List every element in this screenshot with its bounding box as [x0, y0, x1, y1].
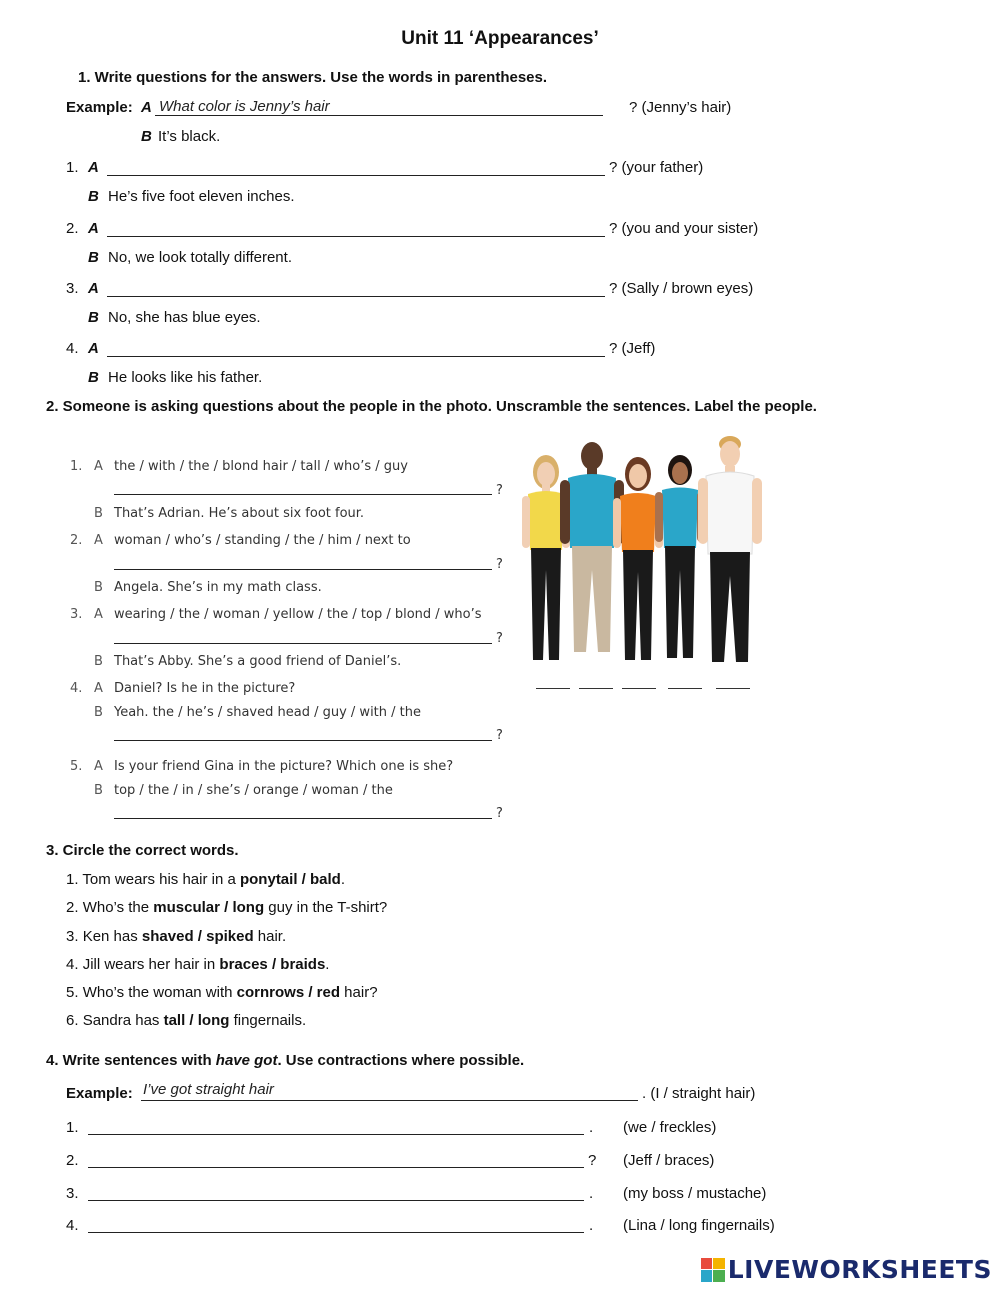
s3-post: . [325, 956, 330, 973]
page-title: Unit 11 ‘Appearances’ [401, 28, 599, 49]
s2-qmark: ? [496, 728, 503, 743]
example-label: Example: [66, 99, 133, 116]
s1-b-label: B [88, 369, 99, 386]
s4-num: 4. [66, 1217, 79, 1234]
s4-end: . [589, 1185, 594, 1202]
s2-scramble: woman / who’s / standing / the / him / next to [114, 533, 411, 548]
s2-answer-input-4[interactable] [114, 724, 492, 741]
s4-answer-input-2[interactable] [88, 1150, 584, 1168]
s1-hint: ? (you and your sister) [609, 220, 759, 237]
s2-num: 4. [70, 681, 83, 696]
s3-item-5 [66, 984, 378, 1001]
s4-example-line [141, 1100, 638, 1101]
s4-num: 2. [66, 1152, 79, 1169]
answer-line [107, 236, 605, 237]
answer-line [88, 1167, 584, 1168]
answer-line [114, 643, 492, 644]
s3-item-3 [66, 928, 286, 945]
s3-pre: Sandra has [82, 1012, 164, 1029]
s2-answer-input-3[interactable] [114, 627, 492, 644]
s2-b-text: That’s Abby. She’s a good friend of Daniel’s. [114, 654, 402, 669]
s2-b-label: B [94, 654, 103, 669]
s2-answer-input-5[interactable] [114, 802, 492, 819]
s2-a-label: A [94, 759, 103, 774]
s3-num: 3. [66, 928, 79, 945]
s4-example-hint: . (I / straight hair) [642, 1085, 756, 1102]
s4-answer-input-3[interactable] [88, 1183, 584, 1201]
s2-b-label: B [94, 580, 103, 595]
s3-pre: Ken has [82, 928, 142, 945]
s3-num: 2. [66, 899, 79, 916]
s1-hint: ? (Jeff) [609, 340, 656, 357]
s1-num: 3. [66, 280, 79, 297]
label-slot-3[interactable] [622, 688, 656, 689]
s2-b-text: That’s Adrian. He’s about six foot four. [114, 506, 365, 521]
s2-a-text: Daniel? Is he in the picture? [114, 681, 296, 696]
s3-post: hair? [340, 984, 378, 1001]
s4-hint: (Jeff / braces) [623, 1152, 715, 1169]
s3-choice[interactable]: muscular / long [153, 899, 265, 916]
s4-hint: (my boss / mustache) [623, 1185, 767, 1202]
s4-end: . [589, 1217, 594, 1234]
example-hint: ? (Jenny’s hair) [629, 99, 732, 116]
s1-num: 4. [66, 340, 79, 357]
s1-b-text: He’s five foot eleven inches. [108, 188, 295, 205]
answer-line [107, 296, 605, 297]
s2-num: 2. [70, 533, 83, 548]
s1-b-label: B [88, 309, 99, 326]
s1-num: 2. [66, 220, 79, 237]
label-slot-1[interactable] [536, 688, 570, 689]
s1-b-text: No, we look totally different. [108, 249, 292, 266]
s3-choice[interactable]: shaved / spiked [141, 928, 254, 945]
s2-b-label: B [94, 783, 103, 798]
s1-answer-input-1[interactable] [107, 158, 605, 176]
example-b-label: B [141, 128, 152, 145]
s3-post: fingernails. [229, 1012, 307, 1029]
section4-heading [46, 1052, 524, 1069]
s3-choice[interactable]: tall / long [163, 1012, 230, 1029]
s4-example-answer: I’ve got straight hair [143, 1081, 274, 1098]
answer-line [107, 175, 605, 176]
s1-hint: ? (Sally / brown eyes) [609, 280, 754, 297]
label-slot-4[interactable] [668, 688, 702, 689]
example-answer: What color is Jenny’s hair [159, 98, 330, 115]
s1-answer-input-4[interactable] [107, 339, 605, 357]
s4-hint: (we / freckles) [623, 1119, 717, 1136]
s4-answer-input-1[interactable] [88, 1117, 584, 1135]
s3-post: . [340, 871, 345, 888]
s3-pre: Tom wears his hair in a [82, 871, 240, 888]
s3-item-6 [66, 1012, 306, 1029]
logo-text: LIVEWORKSHEETS [727, 1255, 992, 1284]
s2-scramble: top / the / in / she’s / orange / woman / the [114, 783, 393, 798]
s3-num: 6. [66, 1012, 79, 1029]
s1-b-label: B [88, 188, 99, 205]
s2-a-label: A [94, 533, 103, 548]
s1-a-label: A [88, 220, 99, 237]
s2-answer-input-1[interactable] [114, 478, 492, 495]
s2-a-label: A [94, 607, 103, 622]
s2-a-label: A [94, 459, 103, 474]
s4-num: 3. [66, 1185, 79, 1202]
label-slot-2[interactable] [579, 688, 613, 689]
cube [701, 1270, 713, 1282]
s2-qmark: ? [496, 483, 503, 498]
s2-qmark: ? [496, 557, 503, 572]
example-b-text: It’s black. [158, 128, 221, 145]
s2-qmark: ? [496, 631, 503, 646]
s3-num: 1. [66, 871, 79, 888]
person-4 [655, 455, 705, 658]
s1-a-label: A [88, 280, 99, 297]
cube [713, 1258, 725, 1270]
s2-qmark: ? [496, 806, 503, 821]
s1-answer-input-3[interactable] [107, 279, 605, 297]
s3-choice[interactable]: ponytail / bald [239, 871, 341, 888]
s1-num: 1. [66, 159, 79, 176]
s3-num: 4. [66, 956, 79, 973]
s4-example-label: Example: [66, 1085, 133, 1102]
cube [701, 1258, 713, 1270]
logo-cubes-icon [701, 1258, 725, 1282]
s1-answer-input-2[interactable] [107, 219, 605, 237]
s2-a-label: A [94, 681, 103, 696]
s3-item-4 [66, 956, 329, 973]
s2-scramble: Yeah. the / he’s / shaved head / guy / with / the [114, 705, 421, 720]
answer-line [88, 1200, 584, 1201]
s3-pre: Who’s the [82, 899, 154, 916]
s4-hint: (Lina / long fingernails) [623, 1217, 775, 1234]
s1-hint: ? (your father) [609, 159, 704, 176]
s4-end: ? [588, 1152, 597, 1169]
s1-a-label: A [88, 340, 99, 357]
people-photo [512, 430, 772, 666]
s3-choice[interactable]: braces / braids [219, 956, 326, 973]
s3-choice[interactable]: cornrows / red [236, 984, 341, 1001]
section1-heading: 1. Write questions for the answers. Use the words in parentheses. [78, 69, 548, 86]
s1-a-label: A [88, 159, 99, 176]
cube [713, 1270, 725, 1282]
example-a-label: A [141, 99, 152, 116]
liveworksheets-logo [701, 1255, 992, 1284]
s1-b-text: He looks like his father. [108, 369, 263, 386]
section2-heading: 2. Someone is asking questions about the people in the photo. Unscramble the sentences. Label the people. [46, 398, 817, 415]
answer-line [114, 494, 492, 495]
s2-num: 1. [70, 459, 83, 474]
s2-b-label: B [94, 705, 103, 720]
s4-heading-em: have got [215, 1052, 278, 1069]
answer-line [114, 740, 492, 741]
s3-item-2 [66, 899, 387, 916]
s3-pre: Jill wears her hair in [82, 956, 220, 973]
label-slot-5[interactable] [716, 688, 750, 689]
s2-a-text: Is your friend Gina in the picture? Which one is she? [114, 759, 454, 774]
s1-b-label: B [88, 249, 99, 266]
s3-post: hair. [253, 928, 287, 945]
answer-line [114, 569, 492, 570]
s4-answer-input-4[interactable] [88, 1215, 584, 1233]
answer-line [88, 1134, 584, 1135]
s3-post: guy in the T-shirt? [264, 899, 388, 916]
s2-answer-input-2[interactable] [114, 553, 492, 570]
answer-line [88, 1232, 584, 1233]
s2-scramble: the / with / the / blond hair / tall / who’s / guy [114, 459, 408, 474]
s4-end: . [589, 1119, 594, 1136]
s2-num: 3. [70, 607, 83, 622]
s2-scramble: wearing / the / woman / yellow / the / top / blond / who’s [114, 607, 482, 622]
s2-b-text: Angela. She’s in my math class. [114, 580, 322, 595]
s4-heading-post: . Use contractions where possible. [277, 1052, 525, 1069]
s2-b-label: B [94, 506, 103, 521]
answer-line [107, 356, 605, 357]
s4-num: 1. [66, 1119, 79, 1136]
s1-b-text: No, she has blue eyes. [108, 309, 261, 326]
person-5 [698, 436, 762, 662]
section3-heading: 3. Circle the correct words. [46, 842, 239, 859]
s3-num: 5. [66, 984, 79, 1001]
s2-num: 5. [70, 759, 83, 774]
s3-item-1 [66, 871, 345, 888]
answer-line [114, 818, 492, 819]
s4-heading-pre: 4. Write sentences with [46, 1052, 216, 1069]
s3-pre: Who’s the woman with [82, 984, 237, 1001]
example-answer-line [155, 115, 603, 116]
